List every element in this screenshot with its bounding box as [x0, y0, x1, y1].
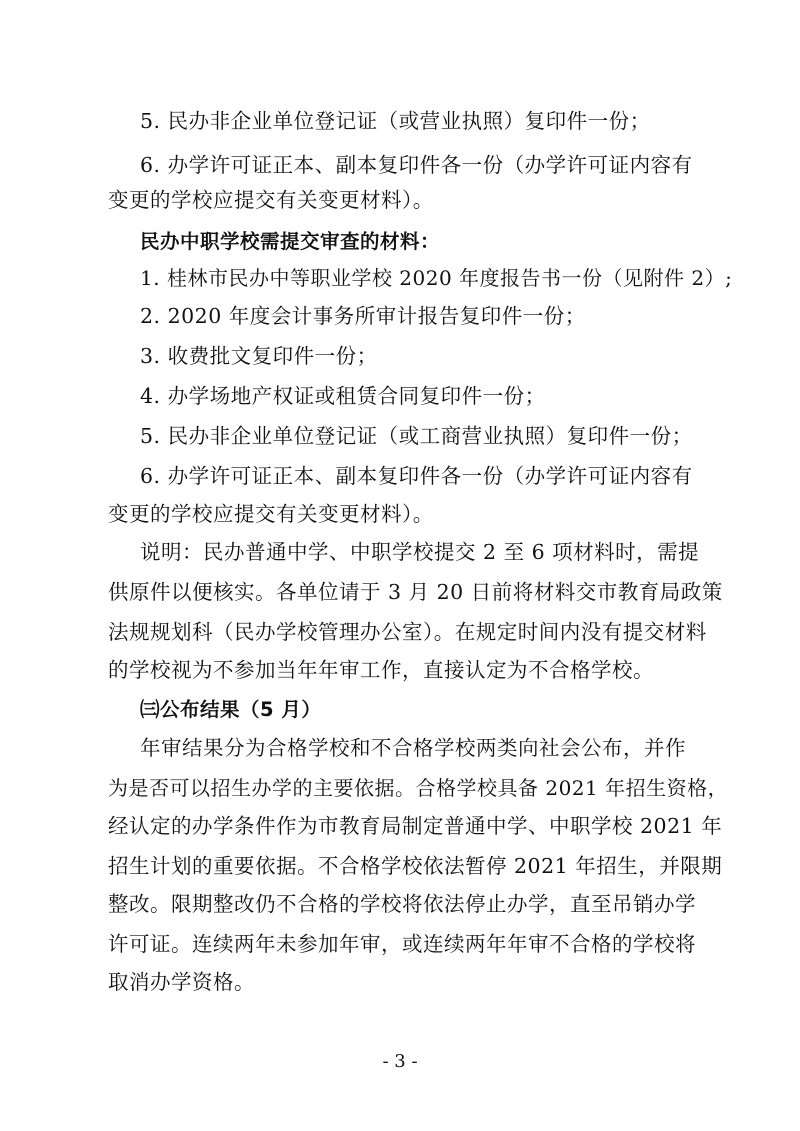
results-line-1: 年审结果分为合格学校和不合格学校两类向社会公布，并作	[140, 736, 686, 760]
results-line-3: 经认定的办学条件作为市教育局制定普通中学、中职学校 2021 年	[108, 814, 723, 838]
results-line-7: 取消办学资格。	[108, 970, 255, 994]
intro-item-6-continued: 变更的学校应提交有关变更材料）。	[108, 188, 434, 212]
vocational-heading: 民办中职学校需提交审查的材料：	[140, 230, 441, 253]
results-line-4: 招生计划的重要依据。不合格学校依法暂停 2021 年招生，并限期	[108, 854, 723, 878]
results-heading: ㈢公布结果（5 月）	[140, 698, 322, 721]
vocational-item-5: 5. 民办非企业单位登记证（或工商营业执照）复印件一份；	[140, 424, 693, 448]
vocational-item-1: 1. 桂林市民办中等职业学校 2020 年度报告书一份（见附件 2）;	[140, 266, 733, 290]
intro-item-5: 5. 民办非企业单位登记证（或营业执照）复印件一份；	[140, 109, 651, 133]
note-line-4: 的学校视为不参加当年年审工作，直接认定为不合格学校。	[108, 658, 654, 682]
note-line-2: 供原件以便核实。各单位请于 3 月 20 日前将材料交市教育局政策	[108, 580, 723, 604]
vocational-item-6: 6. 办学许可证正本、副本复印件各一份（办学许可证内容有	[140, 464, 693, 488]
intro-item-6: 6. 办学许可证正本、副本复印件各一份（办学许可证内容有	[140, 153, 693, 177]
page-number: - 3 -	[382, 1051, 418, 1072]
vocational-item-2: 2. 2020 年度会计事务所审计报告复印件一份；	[140, 304, 586, 328]
results-line-5: 整改。限期整改仍不合格的学校将依法停止办学，直至吊销办学	[108, 892, 696, 916]
results-line-2: 为是否可以招生办学的主要依据。合格学校具备 2021 年招生资格，	[108, 776, 729, 800]
note-line-3: 法规规划科（民办学校管理办公室）。在规定时间内没有提交材料	[108, 620, 707, 644]
vocational-item-3: 3. 收费批文复印件一份；	[140, 344, 378, 368]
vocational-item-6-continued: 变更的学校应提交有关变更材料）。	[108, 502, 434, 526]
results-line-6: 许可证。连续两年未参加年审，或连续两年年审不合格的学校将	[108, 932, 696, 956]
vocational-item-4: 4. 办学场地产权证或租赁合同复印件一份；	[140, 384, 546, 408]
note-line-1: 说明：民办普通中学、中职学校提交 2 至 6 项材料时，需提	[140, 540, 700, 564]
